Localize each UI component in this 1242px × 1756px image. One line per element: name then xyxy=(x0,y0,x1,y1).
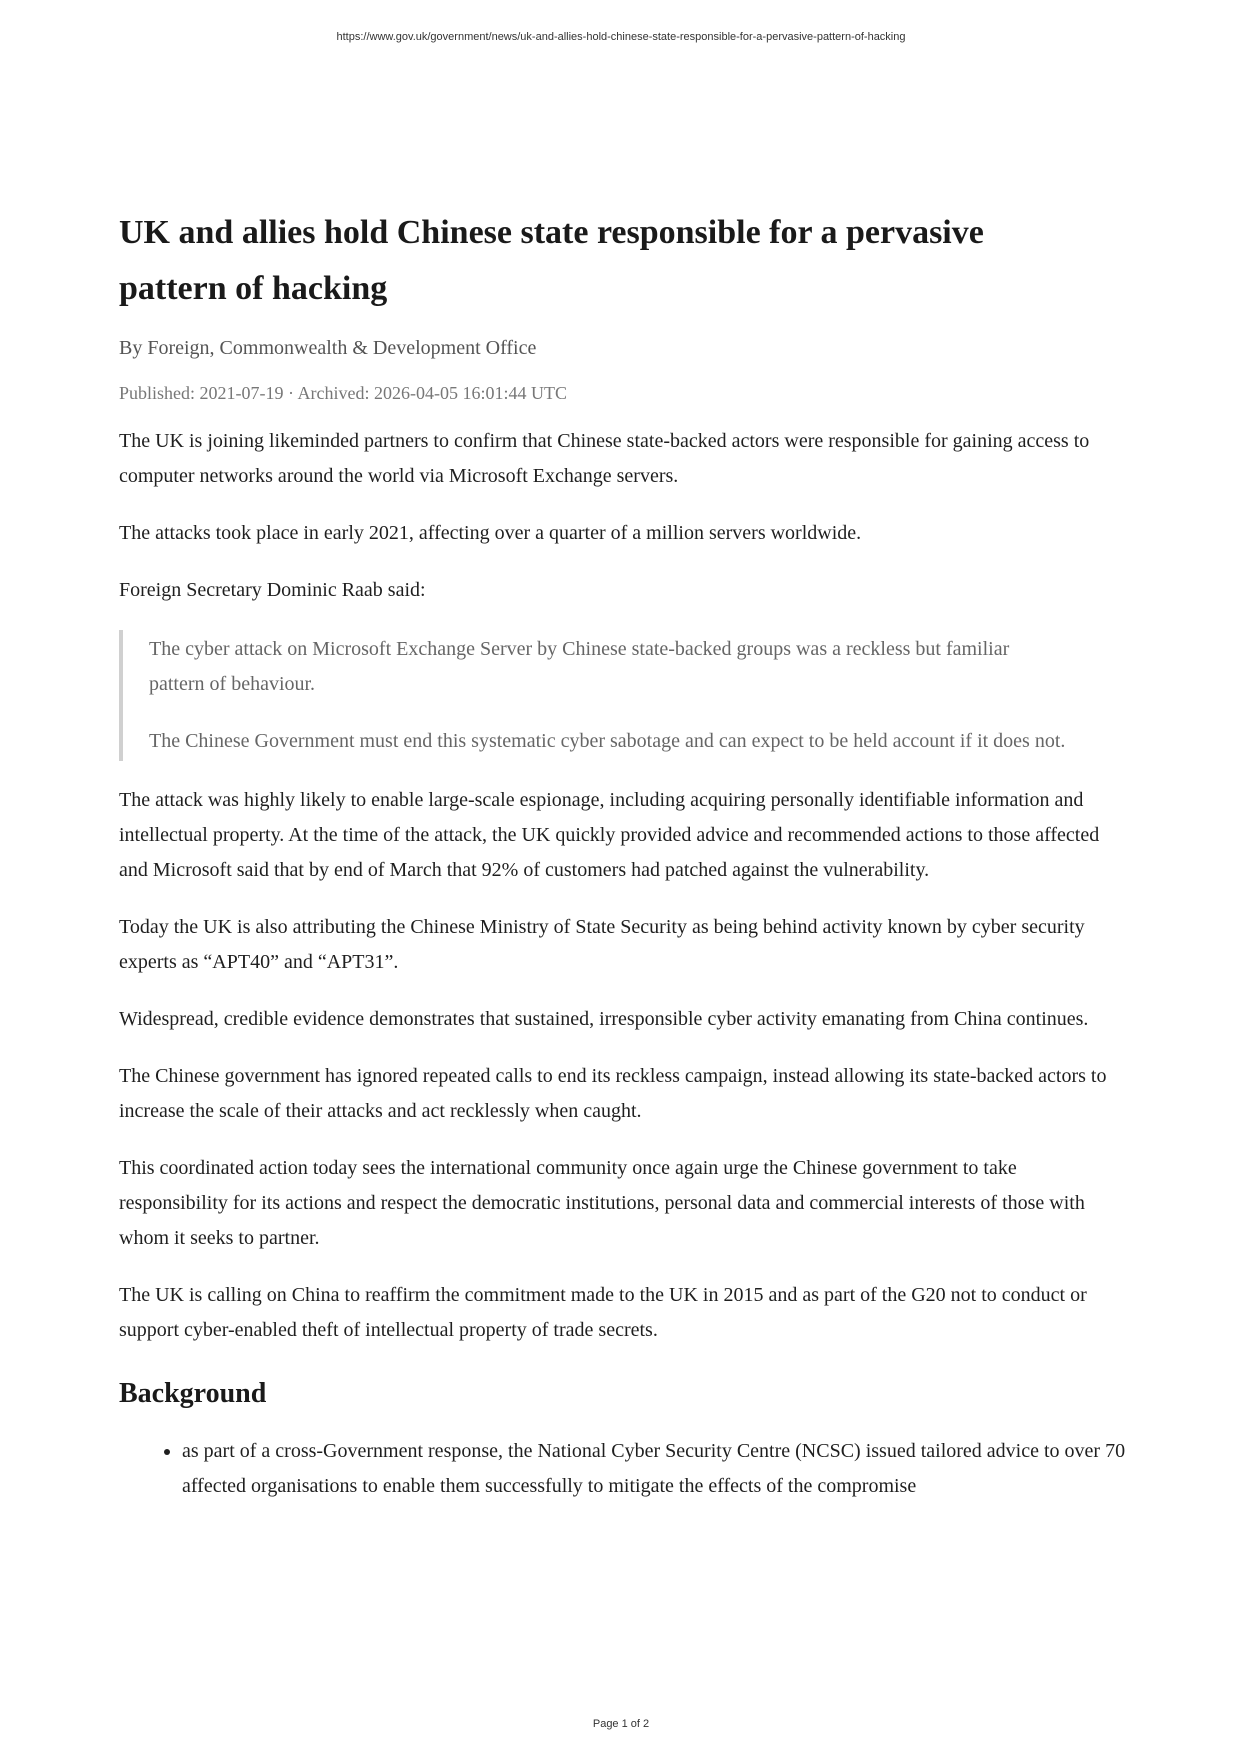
body-paragraph: The UK is calling on China to reaffirm the commitment made to the UK in 2015 and as part of the G20 not to conduct or support cyber-enabled theft of intellectual property of trade secrets. xyxy=(119,1284,1087,1341)
body-paragraph: Today the UK is also attributing the Chinese Ministry of State Security as being behind activity known by cyber security experts as “APT40” and “APT31”. xyxy=(119,916,1085,973)
body-paragraph: The attack was highly likely to enable large-scale espionage, including acquiring personally identifiable information and intellectual property. At the time of the attack, the UK quickly provided advice and recommended actions to those affected and Microsoft said that by end of March that 92% of customers had patched against the vulnerability. xyxy=(119,789,1100,881)
body-paragraph: This coordinated action today sees the international community once again urge the Chinese government to take responsibility for its actions and respect the democratic institutions, personal data and commercial interests of those with whom it seeks to partner. xyxy=(119,1157,1085,1249)
article xyxy=(119,205,1129,1504)
article-publication-meta: Published: 2021-07-19 · Archived: 2026-04-05 16:01:44 UTC xyxy=(119,383,567,403)
print-header-url: https://www.gov.uk/government/news/uk-and-allies-hold-chinese-state-responsible-for-a-pervasive-pattern-of-hacking xyxy=(336,31,906,43)
quote-paragraph: The cyber attack on Microsoft Exchange Server by Chinese state-backed groups was a reckless but familiar pattern of behaviour. xyxy=(149,638,1010,695)
page-number: Page 1 of 2 xyxy=(592,1718,650,1730)
body-paragraph: Widespread, credible evidence demonstrates that sustained, irresponsible cyber activity emanating from China continues. xyxy=(119,1008,1089,1030)
body-paragraph: The attacks took place in early 2021, affecting over a quarter of a million servers worldwide. xyxy=(119,522,862,544)
background-list xyxy=(119,1434,1129,1504)
body-paragraph: Foreign Secretary Dominic Raab said: xyxy=(119,579,426,601)
article-title: UK and allies hold Chinese state responsible for a pervasive pattern of hacking xyxy=(119,214,984,307)
list-item: • as part of a cross-Government response, the National Cyber Security Centre (NCSC) issued tailored advice to over 70 affected organisations to enable them successfully to mitigate the effects of the compromise xyxy=(182,1434,1129,1504)
body-paragraph: The UK is joining likeminded partners to confirm that Chinese state-backed actors were responsible for gaining access to computer networks around the world via Microsoft Exchange servers. xyxy=(119,430,1090,487)
body-paragraph: The Chinese government has ignored repeated calls to end its reckless campaign, instead allowing its state-backed actors to increase the scale of their attacks and act recklessly when caught. xyxy=(119,1065,1107,1122)
article-byline: By Foreign, Commonwealth & Development Office xyxy=(119,337,537,359)
quote-paragraph: The Chinese Government must end this systematic cyber sabotage and can expect to be held account if it does not. xyxy=(149,730,1066,752)
article-body xyxy=(119,424,1129,1504)
quote-block xyxy=(119,630,1129,761)
background-heading: Background xyxy=(119,1378,267,1409)
